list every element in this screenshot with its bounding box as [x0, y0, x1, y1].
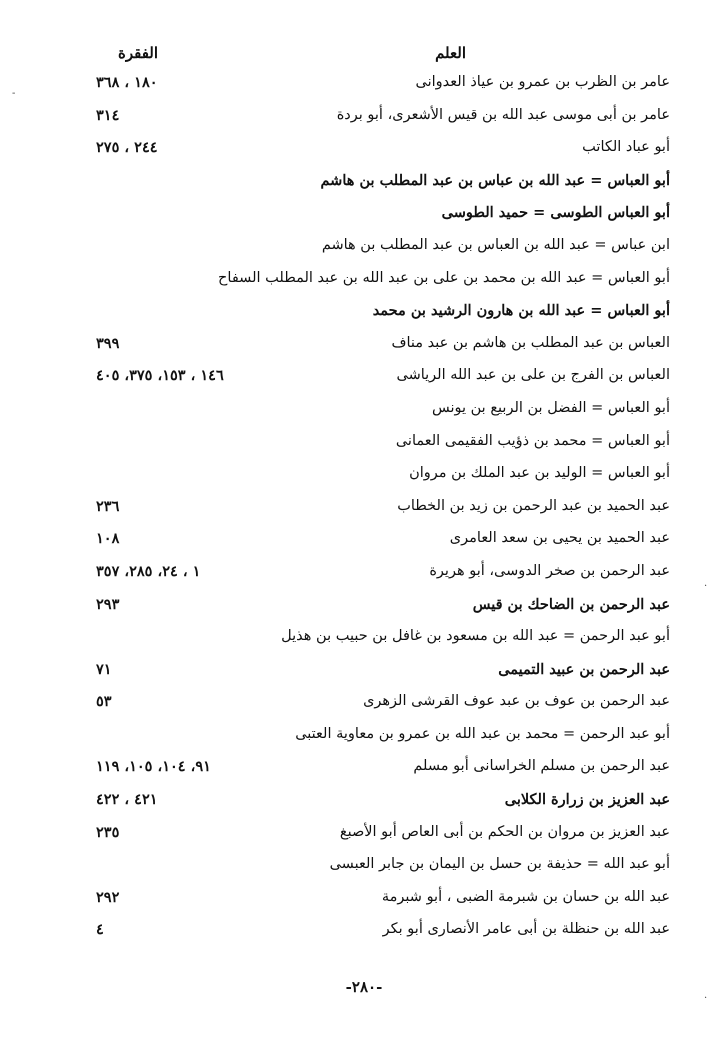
page-number: -٢٨٠- — [345, 978, 383, 996]
index-entry — [0, 787, 728, 820]
index-entry — [0, 461, 728, 494]
index-entry — [0, 592, 728, 625]
entry-name: أبو العباس = محمد بن ذؤيب الفقيمى العمانى — [395, 432, 670, 449]
table-header — [0, 44, 728, 70]
index-entry — [0, 885, 728, 918]
entry-name: العباس بن الفرج بن على بن عبد الله الرياشى — [396, 367, 670, 384]
index-entry — [0, 331, 728, 364]
entry-name: عبد الرحمن بن عوف بن عبد عوف القرشى الزهرى — [363, 693, 670, 710]
index-entry — [0, 70, 728, 103]
entry-references: ٩١، ١٠٤، ١٠٥، ١١٩ — [96, 758, 211, 776]
index-entry — [0, 429, 728, 462]
entry-name: عبد الحميد بن عبد الرحمن بن زيد بن الخطاب — [397, 497, 670, 514]
scan-speck: . — [704, 990, 708, 1001]
entry-name: عبد الله بن حنظلة بن أبى عامر الأنصارى أبو بكر — [382, 921, 670, 938]
index-entry — [0, 559, 728, 592]
entry-references: ١٤٦ ، ١٥٣، ٣٧٥، ٤٠٥ — [96, 367, 224, 385]
entry-name: عامر بن الظرب بن عمرو بن عياذ العدوانى — [415, 74, 670, 90]
entry-references: ٣١٤ — [96, 106, 120, 124]
entry-name: ابن عباس = عبد الله بن العباس بن عبد المطلب بن هاشم — [321, 236, 670, 253]
entry-name: عامر بن أبى موسى عبد الله بن قيس الأشعرى، أبو بردة — [336, 106, 670, 123]
entry-name: أبو العباس = عبد الله بن عباس بن عبد المطلب بن هاشم — [320, 171, 670, 189]
entry-name: عبد العزيز بن مروان بن الحكم بن أبى العاص أبو الأصبغ — [339, 823, 670, 840]
entry-name: عبد الرحمن بن الضاحك بن قيس — [472, 595, 670, 613]
entry-name: العباس بن عبد المطلب بن هاشم بن عبد مناف — [391, 334, 670, 351]
index-entry — [0, 917, 728, 950]
entry-name: عبد العزيز بن زرارة الكلابى — [504, 791, 670, 809]
entry-name: أبو عبد الرحمن = محمد بن عبد الله بن عمرو بن معاوية العتبى — [295, 725, 670, 742]
entry-references: ٥٣ — [96, 693, 112, 711]
paragraph-column-header: الفقرة — [118, 44, 159, 62]
entry-references: ١٠٨ — [96, 530, 120, 548]
entry-references: ٢٩٢ — [96, 888, 120, 906]
entry-name: عبد الله بن حسان بن شبرمة الضبى ، أبو شبرمة — [381, 888, 670, 905]
index-entry — [0, 494, 728, 527]
entry-name: أبو عبد الله = حذيفة بن حسل بن اليمان بن جابر العبسى — [329, 856, 670, 873]
index-entry — [0, 820, 728, 853]
index-entry — [0, 363, 728, 396]
index-entry — [0, 722, 728, 755]
index-entries — [0, 70, 728, 950]
entry-name: أبو العباس = عبد الله بن محمد بن على بن عبد الله بن عبد المطلب السفاح — [218, 269, 670, 286]
index-entry — [0, 624, 728, 657]
entry-name: أبو عبد الرحمن = عبد الله بن مسعود بن غافل بن حبيب بن هذيل — [281, 628, 670, 645]
index-entry — [0, 200, 728, 233]
entry-references: ٢٣٦ — [96, 497, 120, 515]
index-entry — [0, 754, 728, 787]
entry-references: ٤ — [96, 921, 104, 939]
entry-references: ٧١ — [96, 660, 112, 678]
entry-references: ٣٩٩ — [96, 334, 120, 352]
index-entry — [0, 168, 728, 201]
index-entry — [0, 103, 728, 136]
entry-references: ٤٢١ ، ٤٢٢ — [96, 791, 158, 809]
index-entry — [0, 298, 728, 331]
entry-name: عبد الرحمن بن صخر الدوسى، أبو هريرة — [429, 562, 670, 579]
entry-references: ١ ، ٢٤، ٢٨٥، ٣٥٧ — [96, 562, 201, 580]
scan-speck: . — [704, 578, 708, 589]
name-column-header: العلم — [435, 44, 466, 62]
entry-name: عبد الرحمن بن عبيد التميمى — [498, 660, 670, 678]
entry-references: ٢٣٥ — [96, 823, 120, 841]
index-entry — [0, 852, 728, 885]
entry-name: أبو العباس الطوسى = حميد الطوسى — [441, 204, 670, 222]
entry-name: أبو العباس = عبد الله بن هارون الرشيد بن محمد — [372, 302, 670, 320]
entry-references: ٢٤٤ ، ٢٧٥ — [96, 139, 158, 157]
entry-name: أبو العباس = الوليد بن عبد الملك بن مروان — [409, 465, 670, 482]
index-entry — [0, 526, 728, 559]
entry-name: أبو العباس = الفضل بن الربيع بن يونس — [431, 399, 670, 416]
index-entry — [0, 689, 728, 722]
entry-name: عبد الرحمن بن مسلم الخراسانى أبو مسلم — [413, 758, 670, 775]
entry-references: ٢٩٣ — [96, 595, 120, 613]
entry-name: أبو عباد الكاتب — [582, 139, 670, 156]
index-entry — [0, 135, 728, 168]
index-entry — [0, 396, 728, 429]
index-entry — [0, 233, 728, 266]
scan-speck: - — [12, 88, 16, 99]
index-entry — [0, 657, 728, 690]
entry-references: ١٨٠ ، ٣٦٨ — [96, 74, 158, 91]
index-entry — [0, 266, 728, 299]
entry-name: عبد الحميد بن يحيى بن سعد العامرى — [449, 530, 670, 547]
